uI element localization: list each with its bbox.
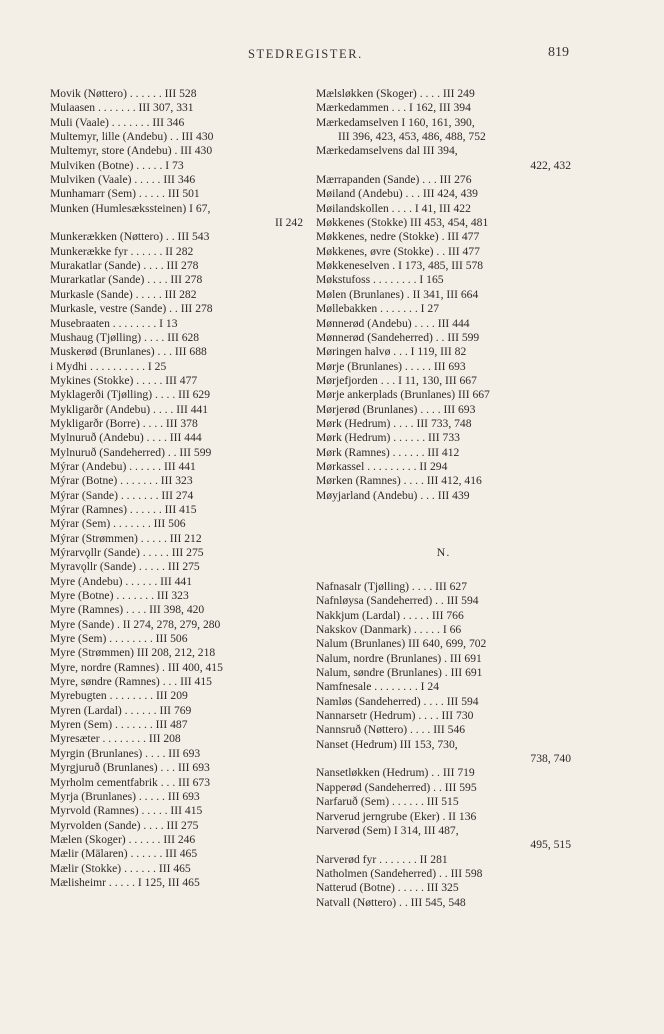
register-entry: Mørk (Ramnes) . . . . . . III 412 xyxy=(316,445,460,459)
register-entry: Mulviken (Vaale) . . . . . III 346 xyxy=(50,173,196,187)
register-entry: Mørken (Ramnes) . . . . III 412, 416 xyxy=(316,474,482,488)
register-entry: Mýrar (Ramnes) . . . . . . III 415 xyxy=(50,502,197,516)
register-entry: Myre (Strømmen) III 208, 212, 218 xyxy=(50,646,216,660)
register-entry: 738, 740 xyxy=(530,752,571,766)
register-entry: Mælir (Mälaren) . . . . . . III 465 xyxy=(50,847,198,861)
register-entry: Nafnløysa (Sandeherred) . . III 594 xyxy=(316,594,479,608)
register-entry: Namfnesale . . . . . . . . I 24 xyxy=(316,680,439,694)
register-entry: Mýrar (Sem) . . . . . . . III 506 xyxy=(50,517,186,531)
register-entry: Mørjerød (Brunlanes) . . . . III 693 xyxy=(316,402,476,416)
register-entry: 495, 515 xyxy=(530,838,571,852)
register-entry: Narverud jerngrube (Eker) . II 136 xyxy=(316,809,477,823)
register-entry: Mýrarvǫllr (Sande) . . . . . III 275 xyxy=(50,546,204,559)
register-entry: Mønnerød (Andebu) . . . . III 444 xyxy=(316,316,470,330)
register-entry: Mushaug (Tjølling) . . . . III 628 xyxy=(50,330,200,344)
register-entry: Mørje (Brunlanes) . . . . . III 693 xyxy=(316,359,466,373)
register-entry: Natvall (Nøttero) . . III 545, 548 xyxy=(316,895,466,909)
register-entry: Møilandskollen . . . . I 41, III 422 xyxy=(316,201,471,215)
register-entry: Nannarsetr (Hedrum) . . . . III 730 xyxy=(316,709,474,723)
page-header xyxy=(0,47,664,67)
register-entry: Narverød (Sem) I 314, III 487, xyxy=(316,823,459,837)
register-entry: Mælir (Stokke) . . . . . . III 465 xyxy=(50,861,191,875)
register-entry: Myresæter . . . . . . . . III 208 xyxy=(50,732,181,746)
register-entry: Mølen (Brunlanes) . II 341, III 664 xyxy=(316,287,479,301)
page-title: STEDREGISTER. xyxy=(248,47,363,61)
register-entry: Munkerækken (Nøttero) . . III 543 xyxy=(50,230,210,244)
register-entry: Myre (Ramnes) . . . . III 398, 420 xyxy=(50,603,205,617)
register-entry: Multemyr, lille (Andebu) . . III 430 xyxy=(50,130,214,144)
register-entry: Mærkedamselvens dal III 394, xyxy=(316,144,458,158)
register-entry: Multemyr, store (Andebu) . III 430 xyxy=(50,144,213,158)
register-entry: Nanset (Hedrum) III 153, 730, xyxy=(316,737,458,751)
register-entry: Natholmen (Sandeherred) . . III 598 xyxy=(316,866,483,880)
left-column xyxy=(50,87,303,890)
register-entry: Myrgin (Brunlanes) . . . . III 693 xyxy=(50,746,201,760)
register-entry: Muskerød (Brunlanes) . . . III 688 xyxy=(50,345,207,359)
register-entry: Myklagerði (Tjølling) . . . . III 629 xyxy=(50,388,211,402)
register-entry: Møkkenes, øvre (Stokke) . . III 477 xyxy=(316,244,480,258)
register-entry: Myre (Botne) . . . . . . . III 323 xyxy=(50,589,189,603)
spacer xyxy=(316,517,571,531)
register-entry: Møiland (Andebu) . . . III 424, 439 xyxy=(316,187,478,201)
register-entry: Narfaruð (Sem) . . . . . . III 515 xyxy=(316,795,459,809)
register-entry: Natterud (Botne) . . . . . III 325 xyxy=(316,881,459,895)
register-entry: III 396, 423, 453, 486, 488, 752 xyxy=(338,130,486,144)
right-column xyxy=(316,87,571,910)
register-entry: Nafnasalr (Tjølling) . . . . III 627 xyxy=(316,580,467,593)
register-entry: Møringen halvø . . . I 119, III 82 xyxy=(316,345,467,359)
register-entry: II 242 xyxy=(274,216,303,230)
register-entry: Myre (Sande) . II 274, 278, 279, 280 xyxy=(50,617,221,631)
register-entry: Narverød fyr . . . . . . . II 281 xyxy=(316,852,448,866)
register-entry: Mørkassel . . . . . . . . . II 294 xyxy=(316,459,448,473)
register-entry: Murkasle (Sande) . . . . . III 282 xyxy=(50,287,197,301)
register-entry: Nakskov (Danmark) . . . . . I 66 xyxy=(316,623,462,637)
register-entry: Nalum, nordre (Brunlanes) . III 691 xyxy=(316,651,482,665)
register-entry: Mulviken (Botne) . . . . . I 73 xyxy=(50,158,184,172)
register-entry: Muli (Vaale) . . . . . . . III 346 xyxy=(50,115,185,129)
register-entry: Myre (Andebu) . . . . . . III 441 xyxy=(50,574,192,588)
register-entry: Myre, nordre (Ramnes) . III 400, 415 xyxy=(50,660,223,674)
register-entry: Nannsruð (Nøttero) . . . . III 546 xyxy=(316,723,466,737)
register-entry: Mylnuruð (Sandeherred) . . III 599 xyxy=(50,445,212,459)
register-entry: Mýrar (Andebu) . . . . . . III 441 xyxy=(50,459,196,473)
register-entry: Mærkedamselven I 160, 161, 390, xyxy=(316,115,475,129)
register-entry: Munken (Humlesækssteinen) I 67, xyxy=(50,201,211,215)
register-entry: Mýrar (Sande) . . . . . . . III 274 xyxy=(50,488,194,502)
register-entry: Møllebakken . . . . . . . I 27 xyxy=(316,302,440,316)
register-entry: i Mydhi . . . . . . . . . . I 25 xyxy=(50,359,167,373)
register-entry: Nalum (Brunlanes) III 640, 699, 702 xyxy=(316,637,487,651)
register-entry: Myrvold (Ramnes) . . . . . III 415 xyxy=(50,804,203,818)
register-entry: Mykligarðr (Andebu) . . . . III 441 xyxy=(50,402,209,416)
spacer xyxy=(316,566,571,580)
register-entry: Munhamarr (Sem) . . . . . III 501 xyxy=(50,187,200,201)
register-entry: Murakatlar (Sande) . . . . III 278 xyxy=(50,259,199,273)
register-entry: Mørk (Hedrum) . . . . . . III 733 xyxy=(316,431,460,445)
register-entry: Mýrar (Strømmen) . . . . . III 212 xyxy=(50,531,202,545)
register-entry: Mørjefjorden . . . I 11, 130, III 667 xyxy=(316,373,477,387)
register-entry: Myren (Sem) . . . . . . . III 487 xyxy=(50,718,188,732)
page-number: 819 xyxy=(548,45,569,60)
register-entry: Mælsløkken (Skoger) . . . . III 249 xyxy=(316,87,475,100)
register-entry: Mylnuruð (Andebu) . . . . III 444 xyxy=(50,431,202,445)
register-entry: Mørje ankerplads (Brunlanes) III 667 xyxy=(316,388,490,402)
register-entry: Myrvolden (Sande) . . . . III 275 xyxy=(50,818,199,832)
spacer xyxy=(316,503,571,517)
right-column-n-entries xyxy=(316,580,571,910)
register-entry: Napperød (Sandeherred) . . III 595 xyxy=(316,780,477,794)
register-entry: Møkkenes, nedre (Stokke) . III 477 xyxy=(316,230,480,244)
register-entry: Møkkeneselven . I 173, 485, III 578 xyxy=(316,259,484,273)
register-entry: Movik (Nøttero) . . . . . . III 528 xyxy=(50,87,197,100)
register-entry: Mælisheimr . . . . . I 125, III 465 xyxy=(50,875,200,889)
register-entry: Myrholm cementfabrik . . . III 673 xyxy=(50,775,211,789)
register-entry: Myre, søndre (Ramnes) . . . III 415 xyxy=(50,675,212,689)
register-entry: Møkkenes (Stokke) III 453, 454, 481 xyxy=(316,216,489,230)
register-entry: Mønnerød (Sandeherred) . . III 599 xyxy=(316,330,480,344)
register-entry: Mærkedammen . . . I 162, III 394 xyxy=(316,101,471,115)
register-entry: Myrgjuruð (Brunlanes) . . . III 693 xyxy=(50,761,210,775)
register-entry: Murkasle, vestre (Sande) . . III 278 xyxy=(50,302,213,316)
register-entry: 422, 432 xyxy=(530,158,571,172)
register-entry: Munkerække fyr . . . . . . II 282 xyxy=(50,244,194,258)
register-entry: Namløs (Sandeherred) . . . . III 594 xyxy=(316,694,479,708)
register-entry: Mýrar (Botne) . . . . . . . III 323 xyxy=(50,474,193,488)
register-entry: Nalum, søndre (Brunlanes) . III 691 xyxy=(316,666,483,680)
register-entry: Mykligarðr (Borre) . . . . III 378 xyxy=(50,416,198,430)
register-entry: Nansetløkken (Hedrum) . . III 719 xyxy=(316,766,475,780)
register-entry: Myravǫllr (Sande) . . . . . III 275 xyxy=(50,560,200,574)
register-entry: Mærrapanden (Sande) . . . III 276 xyxy=(316,173,472,187)
register-entry: Myre (Sem) . . . . . . . . III 506 xyxy=(50,632,188,646)
section-letter: N. xyxy=(436,544,451,559)
register-entry: Mykines (Stokke) . . . . . III 477 xyxy=(50,373,198,387)
register-entry: Møkstufoss . . . . . . . . I 165 xyxy=(316,273,444,287)
register-entry: Mørk (Hedrum) . . . . III 733, 748 xyxy=(316,416,472,430)
right-column-m-entries xyxy=(316,87,571,503)
register-entry: Myrja (Brunlanes) . . . . . III 693 xyxy=(50,789,200,803)
register-entry: Nakkjum (Lardal) . . . . . III 766 xyxy=(316,608,464,622)
register-entry: Musebraaten . . . . . . . . I 13 xyxy=(50,316,178,330)
register-entry: Mulaasen . . . . . . . III 307, 331 xyxy=(50,101,194,115)
register-entry: Myrebugten . . . . . . . . III 209 xyxy=(50,689,188,703)
register-entry: Mælen (Skoger) . . . . . . III 246 xyxy=(50,832,196,846)
register-entry: Myren (Lardal) . . . . . . III 769 xyxy=(50,703,192,717)
register-entry: Møyjarland (Andebu) . . . III 439 xyxy=(316,488,470,502)
register-entry: Murarkatlar (Sande) . . . . III 278 xyxy=(50,273,203,287)
